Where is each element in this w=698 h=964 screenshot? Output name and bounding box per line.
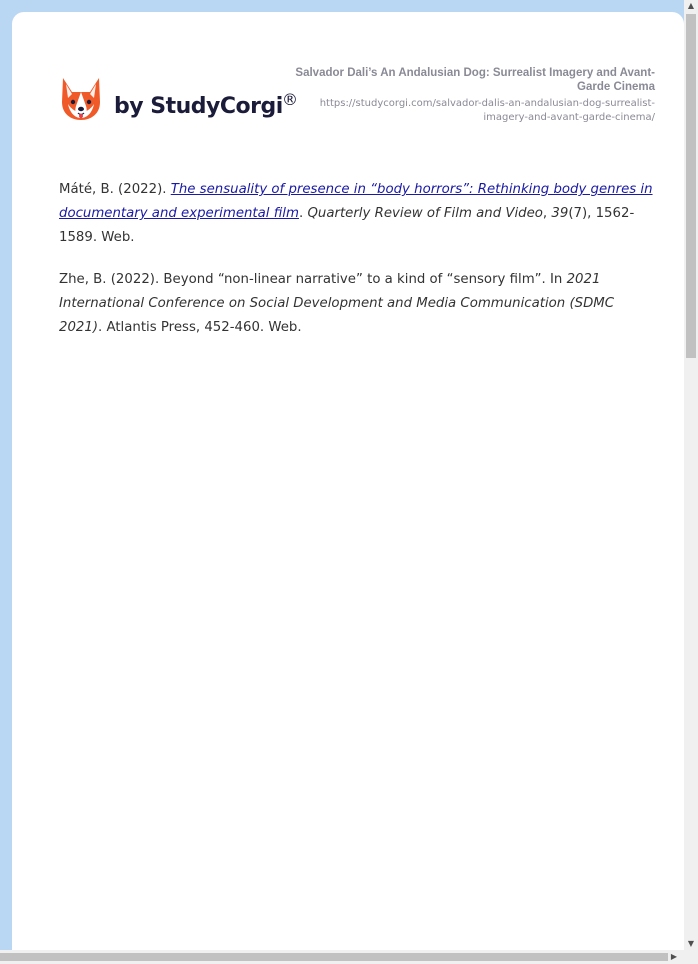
arrow-right-icon[interactable]: ▶ [670, 952, 678, 961]
vertical-scrollbar[interactable] [684, 0, 698, 950]
document-header [295, 66, 655, 124]
reference-punctuation: , [542, 206, 552, 221]
reference-journal: Quarterly Review of Film and Video [307, 206, 543, 221]
reference-proceedings: 2021 International Conference on Social Development and Media Communication (SDMC 2021) [59, 272, 615, 335]
arrow-down-icon[interactable]: ▼ [687, 939, 695, 948]
studycorgi-logo[interactable] [60, 76, 310, 126]
reference-punctuation: . [298, 206, 308, 221]
reference-title-link[interactable]: The sensuality of presence in “body horrors”: Rethinking body genres in documentary and experimental film [59, 182, 653, 221]
reference-volume: 39 [551, 206, 569, 221]
vertical-scroll-thumb[interactable] [686, 14, 696, 358]
reference-authors: Máté, B. (2022). [59, 182, 171, 197]
arrow-up-icon[interactable]: ▲ [687, 1, 695, 10]
brand-name: by StudyCorgi [114, 94, 283, 119]
reference-tail: (7), 1562-1589. Web. [59, 206, 635, 245]
document-title: Salvador Dali’s An Andalusian Dog: Surrealist Imagery and Avant-Garde Cinema [295, 67, 655, 93]
reference-authors: Zhe, B. (2022). Beyond “non-linear narrative” to a kind of “sensory film”. In [59, 272, 567, 287]
reference-item [59, 178, 655, 250]
reference-item [59, 268, 655, 340]
reference-tail: . Atlantis Press, 452-460. Web. [98, 320, 302, 335]
horizontal-scroll-thumb[interactable] [0, 953, 668, 961]
document-page [12, 12, 684, 950]
corgi-logo-icon [60, 76, 102, 122]
horizontal-scrollbar[interactable] [0, 950, 698, 964]
reference-list [59, 178, 655, 358]
document-url: https://studycorgi.com/salvador-dalis-an-andalusian-dog-surrealist-imagery-and-avant-garde-cinema/ [319, 98, 655, 123]
registered-mark: ® [282, 90, 298, 109]
